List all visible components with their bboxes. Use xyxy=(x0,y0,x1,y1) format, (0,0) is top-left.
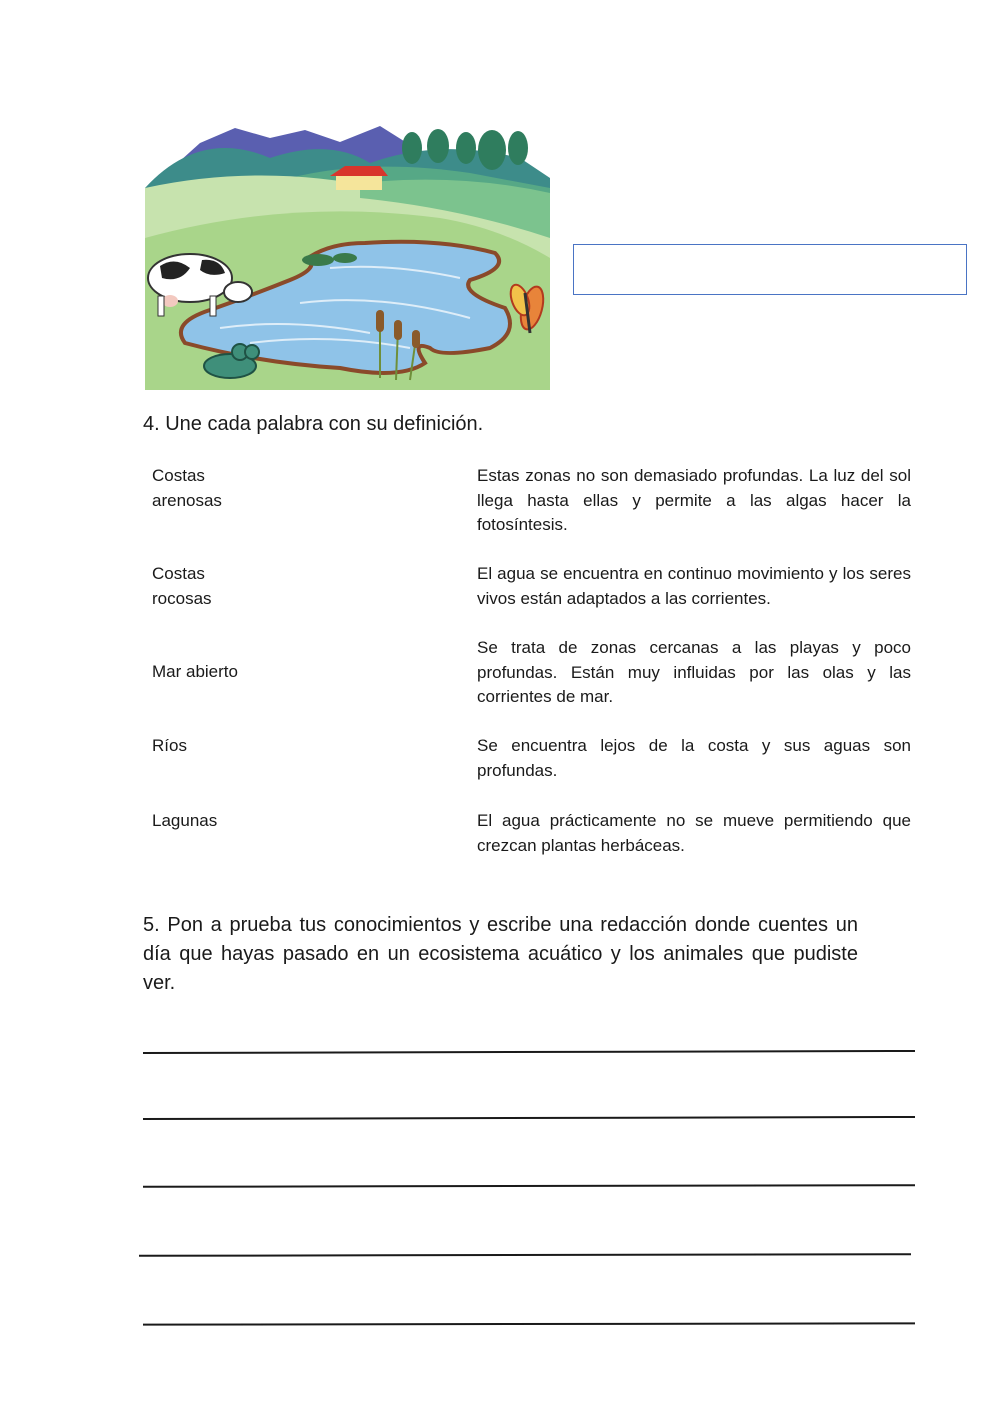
writing-line[interactable] xyxy=(143,1050,915,1054)
word-line: Costas xyxy=(152,564,205,583)
word-lagunas[interactable]: Lagunas xyxy=(152,811,218,830)
definition-1[interactable]: Estas zonas no son demasiado profundas. La luz del sol llega hasta ellas y permite a las algas hacer la fotosíntesis. xyxy=(477,466,911,534)
question-4-title: 4. Une cada palabra con su definición. xyxy=(143,413,484,435)
definition-2[interactable]: El agua se encuentra en continuo movimiento y los seres vivos están adaptados a las corrientes. xyxy=(477,564,911,608)
writing-line[interactable] xyxy=(143,1184,915,1188)
question-5-title: 5. Pon a prueba tus conocimientos y escribe una redacción donde cuentes un día que hayas pasado en un ecosistema acuático y los animales que pudiste ver. xyxy=(143,914,858,994)
writing-line[interactable] xyxy=(143,1116,915,1120)
pond-landscape-illustration xyxy=(140,118,560,390)
word-mar-abierto[interactable]: Mar abierto xyxy=(152,662,238,681)
word-costas-rocosas[interactable] xyxy=(152,562,312,611)
writing-line[interactable] xyxy=(143,1322,915,1325)
word-rios[interactable]: Ríos xyxy=(152,736,187,755)
word-line: arenosas xyxy=(152,490,222,510)
definition-4[interactable]: Se encuentra lejos de la costa y sus aguas son profundas. xyxy=(477,736,911,780)
word-line: rocosas xyxy=(152,588,212,608)
definition-5[interactable]: El agua prácticamente no se mueve permitiendo que crezcan plantas herbáceas. xyxy=(477,811,911,855)
word-costas-arenosas[interactable] xyxy=(152,464,312,513)
definition-3[interactable]: Se trata de zonas cercanas a las playas y poco profundas. Están muy influidas por las olas y las corrientes de mar. xyxy=(477,638,911,706)
answer-box[interactable] xyxy=(573,244,967,295)
word-line: Costas xyxy=(152,466,205,485)
writing-line[interactable] xyxy=(139,1253,911,1257)
